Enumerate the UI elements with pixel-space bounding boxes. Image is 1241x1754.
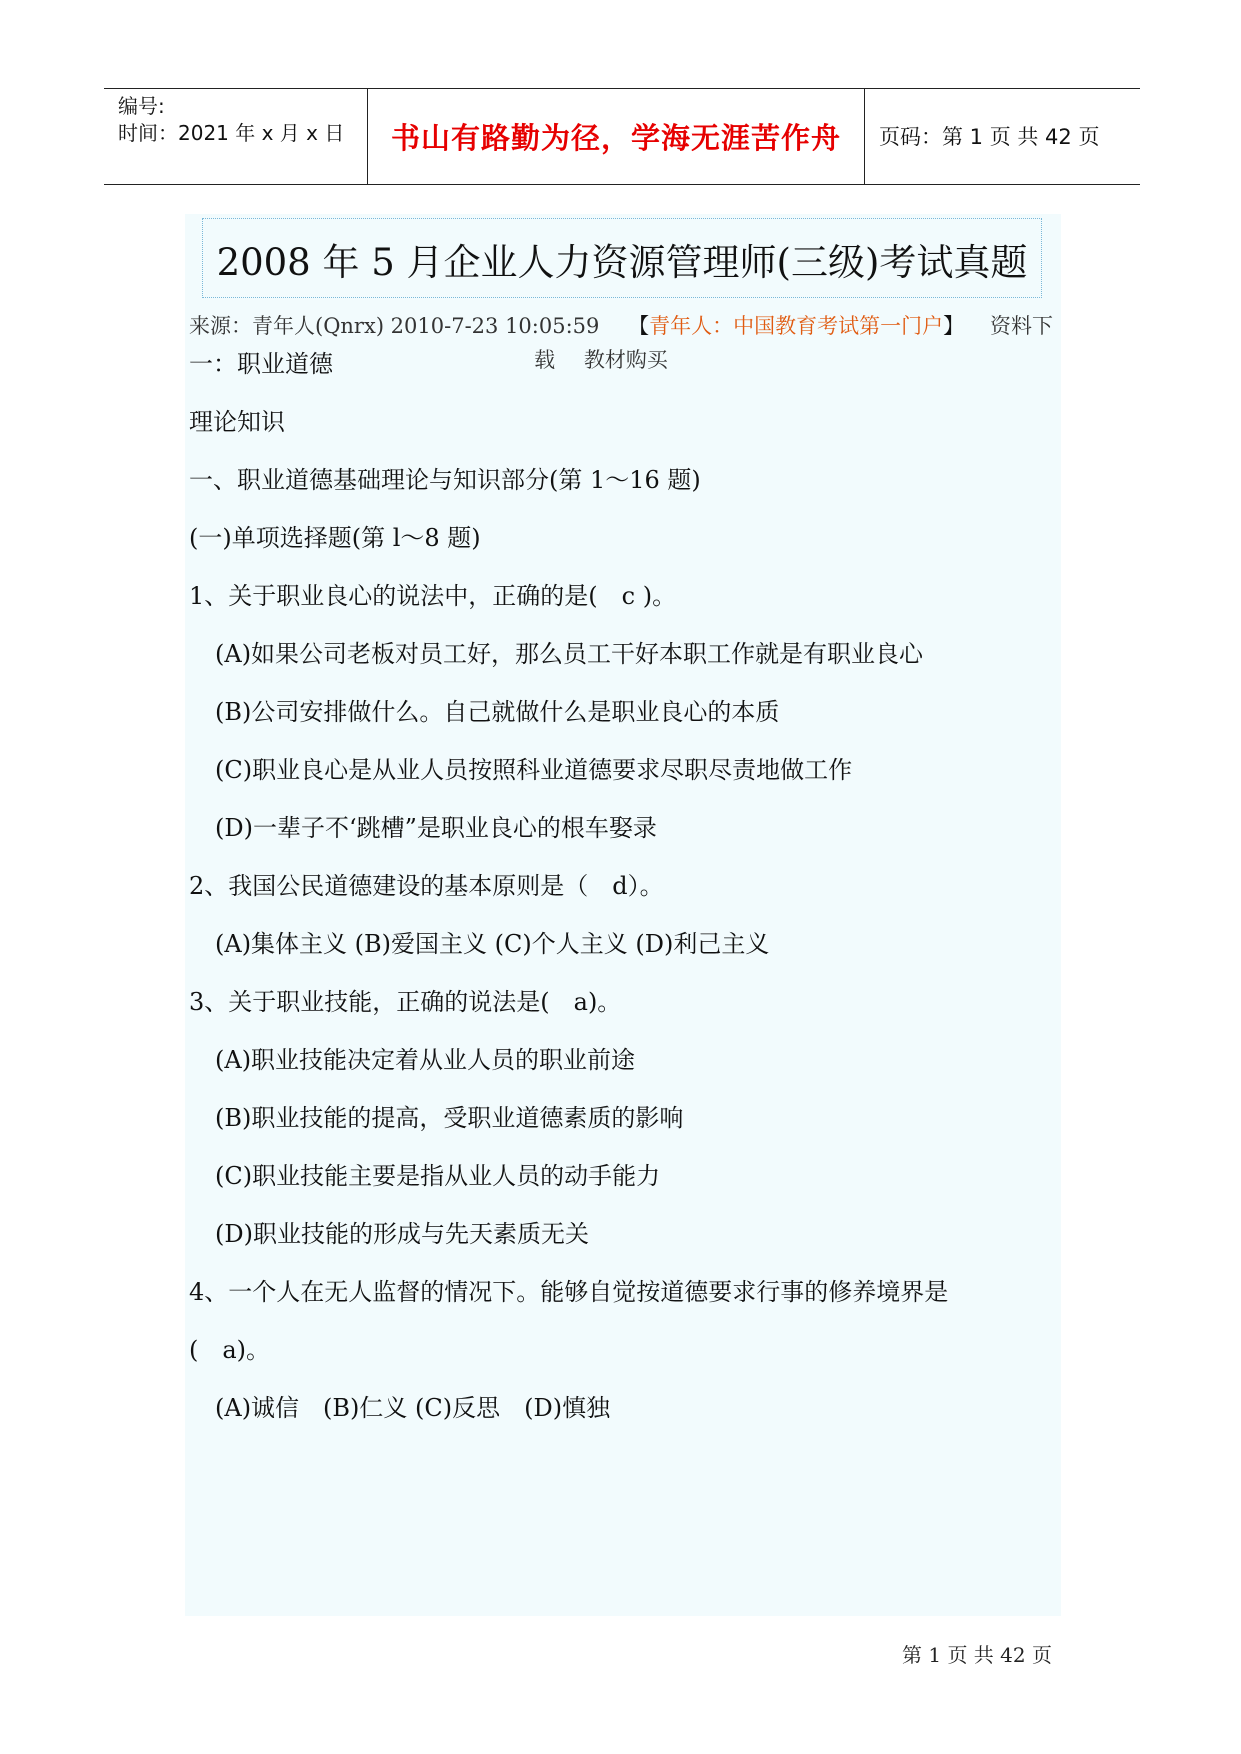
q1-option-c: (C)职业良心是从业人员按照科业道德要求尽职尽责地做工作: [215, 756, 853, 784]
download-link[interactable]: 资料下: [990, 314, 1053, 338]
bracket-open: 【: [628, 314, 650, 338]
download-link-cont[interactable]: 载: [534, 348, 556, 372]
subpart-title: (一)单项选择题(第 l～8 题): [189, 524, 481, 552]
q3-option-b: (B)职业技能的提高，受职业道德素质的影响: [215, 1104, 684, 1132]
title-box: [202, 218, 1042, 298]
question-1: 1、关于职业良心的说法中，正确的是( c )。: [189, 582, 677, 610]
article-panel: [185, 214, 1061, 1616]
time-label: 时间：2021 年 x 月 x 日: [118, 121, 345, 145]
page-footer: 第 1 页 共 42 页: [902, 1643, 1052, 1667]
header-page-cell: [865, 89, 1140, 184]
number-label: 编号:: [118, 94, 165, 118]
header-motto-cell: [368, 89, 865, 184]
meta-source: 来源：青年人(Qnrx) 2010-7-23 10:05:59: [189, 314, 600, 338]
q1-option-d: (D)一辈子不‘跳槽”是职业良心的根车娶录: [215, 814, 657, 842]
bracket-close: 】: [943, 314, 965, 338]
q3-option-a: (A)职业技能决定着从业人员的职业前途: [215, 1046, 636, 1074]
page-number-label: 页码：第 1 页 共 42 页: [879, 125, 1100, 149]
q3-option-c: (C)职业技能主要是指从业人员的动手能力: [215, 1162, 661, 1190]
article-title: 2008 年 5 月企业人力资源管理师(三级)考试真题: [216, 241, 1028, 284]
question-4: 4、一个人在无人监督的情况下。能够自觉按道德要求行事的修养境界是: [189, 1278, 949, 1306]
q4-options: (A)诚信 (B)仁义 (C)反思 (D)慎独: [215, 1394, 611, 1422]
site-link[interactable]: 青年人：中国教育考试第一门户: [649, 314, 944, 338]
q1-option-a: (A)如果公司老板对员工好，那么员工干好本职工作就是有职业良心: [215, 640, 924, 668]
part-title: 一、职业道德基础理论与知识部分(第 1～16 题): [189, 466, 701, 494]
q1-option-b: (B)公司安排做什么。自己就做什么是职业良心的本质: [215, 698, 780, 726]
header-left-cell: [104, 89, 368, 184]
question-4-cont: ( a)。: [189, 1336, 271, 1364]
subsection-title: 理论知识: [189, 408, 285, 436]
question-2: 2、我国公民道德建设的基本原则是（ d）。: [189, 872, 664, 900]
q2-options: (A)集体主义 (B)爱国主义 (C)个人主义 (D)利己主义: [215, 930, 770, 958]
q3-option-d: (D)职业技能的形成与先天素质无关: [215, 1220, 589, 1248]
motto: 书山有路勤为径，学海无涯苦作舟: [390, 121, 841, 155]
question-3: 3、关于职业技能，正确的说法是( a)。: [189, 988, 622, 1016]
page-header: [104, 88, 1140, 185]
buy-textbook-link[interactable]: 教材购买: [583, 348, 668, 372]
section-title: 一：职业道德: [189, 350, 333, 378]
